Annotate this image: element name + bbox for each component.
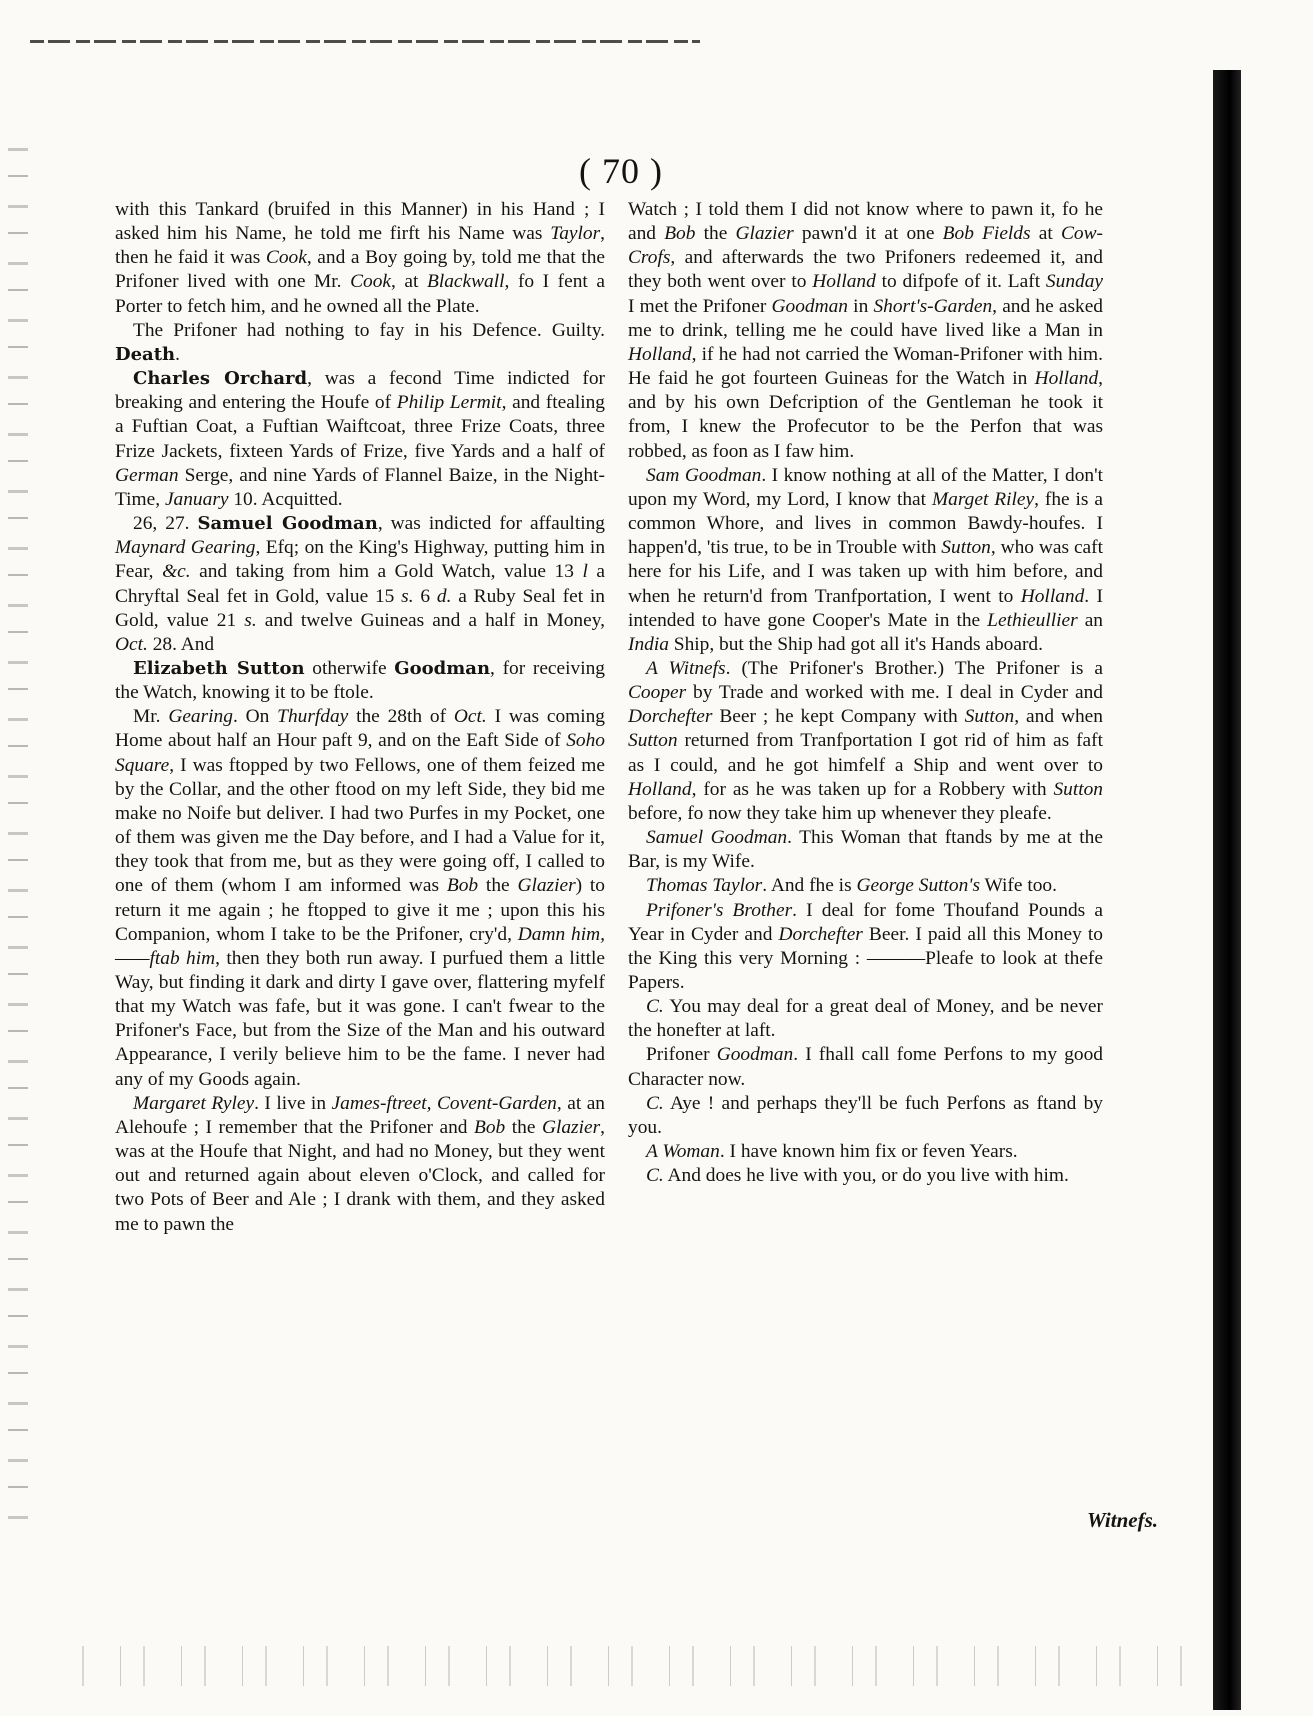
paragraph: with this Tankard (bruifed in this Manner) in his Hand ; I asked him his Name, he told me firft his Name was Taylor, then he faid it was Cook, and a Boy going by, told me that the Prifoner lived with one Mr. Cook, at Blackwall, fo I fent a Porter to fetch him, and he owned all the Plate. (115, 199, 605, 317)
scan-margin-speckle (8, 120, 28, 1520)
paragraph: A Witnefs. (The Prifoner's Brother.) The Prifoner is a Cooper by Trade and worked with me. I deal in Cyder and Dorchefter Beer ; he kept Company with Sutton, and when Sutton returned from Tranfportation I got rid of him as faft as I could, and he got himfelf a Ship and went over to Holland, for as he was taken up for a Robbery with Sutton before, fo now they take him up whenever they pleafe. (628, 657, 1103, 824)
paragraph: Charles Orchard, was a fecond Time indicted for breaking and entering the Houfe of Philip Lermit, and ftealing a Fuftian Coat, a Fuftian Waiftcoat, three Frize Coats, three Frize Jackets, fixteen Yards of Frize, five Yards and a half of German Serge, and nine Yards of Flannel Baize, in the Night-Time, January 10. Acquitted. (115, 368, 605, 510)
paragraph: C. Aye ! and perhaps they'll be fuch Perfons as ftand by you. (628, 1092, 1103, 1138)
paragraph: Sam Goodman. I know nothing at all of the Matter, I don't upon my Word, my Lord, I know that Marget Riley, fhe is a common Whore, and lives in common Bawdy-houfes. I happen'd, 'tis true, to be in Trouble with Sutton, who was caft here for his Life, and I was taken up with him before, and when he return'd from Tranfportation, I went to Holland. I intended to have gone Cooper's Mate in the Lethieullier an India Ship, but the Ship had got all it's Hands aboard. (628, 464, 1104, 655)
top-rule (30, 40, 700, 43)
paragraph: Watch ; I told them I did not know where to pawn it, fo he and Bob the Glazier pawn'd it at one Bob Fields at Cow-Crofs, and afterwards the two Prifoners redeemed it, and they both went over to Holland to difpofe of it. Laft Sunday I met the Prifoner Goodman in Short's-Garden, and he asked me to drink, telling me he could have lived like a Man in Holland, if he had not carried the Woman-Prifoner with him. He faid he got fourteen Guineas for the Watch in Holland, and by his own Defcription of the Gentleman he took it from, I knew the Profecutor to be the Perfon that was robbed, as foon as I faw him. (628, 199, 1104, 462)
paragraph: Margaret Ryley. I live in James-ftreet, Covent-Garden, at an Alehoufe ; I remember that the Prifoner and Bob the Glazier, was at the Houfe that Night, and had no Money, but they went out and returned again about eleven o'Clock, and called for two Pots of Beer and Ale ; I drank with them, and they asked me to pawn the (115, 1092, 605, 1235)
paragraph: The Prifoner had nothing to fay in his Defence. Guilty. Death. (115, 319, 605, 365)
paragraph: Prifoner Goodman. I fhall call fome Perfons to my good Character now. (628, 1044, 1103, 1090)
paragraph: C. And does he live with you, or do you live with him. (646, 1165, 1069, 1187)
paragraph: A Woman. I have known him fix or feven Years. (646, 1141, 1018, 1163)
binding-shadow (1213, 70, 1241, 1710)
paragraph: Samuel Goodman. This Woman that ftands by me at the Bar, is my Wife. (628, 827, 1103, 873)
paragraph: C. You may deal for a great deal of Money, and be never the honefter at laft. (628, 996, 1103, 1042)
right-column (628, 198, 1103, 1188)
paragraph: Thomas Taylor. And fhe is George Sutton's Wife too. (646, 875, 1057, 897)
catchword: Witnefs. (1087, 1508, 1158, 1532)
paragraph: Elizabeth Sutton otherwife Goodman, for receiving the Watch, knowing it to be ftole. (115, 657, 605, 704)
paragraph: Mr. Gearing. On Thurfday the 28th of Oct. I was coming Home about half an Hour paft 9, and on the Eaft Side of Soho Square, I was ftopped by two Fellows, one of them feized me by the Collar, and the other ftood on my left Side, they bid me make no Noife but deliver. I had two Purfes in my Pocket, one of them was given me the Day before, and I had a Value for it, they took that from me, but as they were going off, I called to one of them (whom I am informed was Bob the Glazier) to return it me again ; he ftopped to give it me ; upon this his Companion, whom I take to be the Prifoner, cry'd, Damn him,——ftab him, then they both run away. I purfued them a little Way, but finding it dark and dirty I gave over, flattering myfelf that my Watch was fafe, but it was gone. I can't fwear to the Prifoner's Face, but from the Size of the Man and his outward Appearance, I verily believe him to be the fame. I never had any of my Goods again. (115, 706, 606, 1090)
scan-bottom-speckle (60, 1646, 1203, 1686)
paragraph: Prifoner's Brother. I deal for fome Thoufand Pounds a Year in Cyder and Dorchefter Beer. I paid all this Money to the King this very Morning : ———Pleafe to look at thefe Papers. (628, 899, 1103, 993)
left-column (115, 198, 605, 1237)
page-number: ( 70 ) (579, 151, 663, 191)
paragraph: 26, 27. Samuel Goodman, was indicted for affaulting Maynard Gearing, Efq; on the King's Highway, putting him in Fear, &c. and taking from him a Gold Watch, value 13 l a Chryftal Seal fet in Gold, value 15 s. 6 d. a Ruby Seal fet in Gold, value 21 s. and twelve Guineas and a half in Money, Oct. 28. And (115, 513, 606, 655)
